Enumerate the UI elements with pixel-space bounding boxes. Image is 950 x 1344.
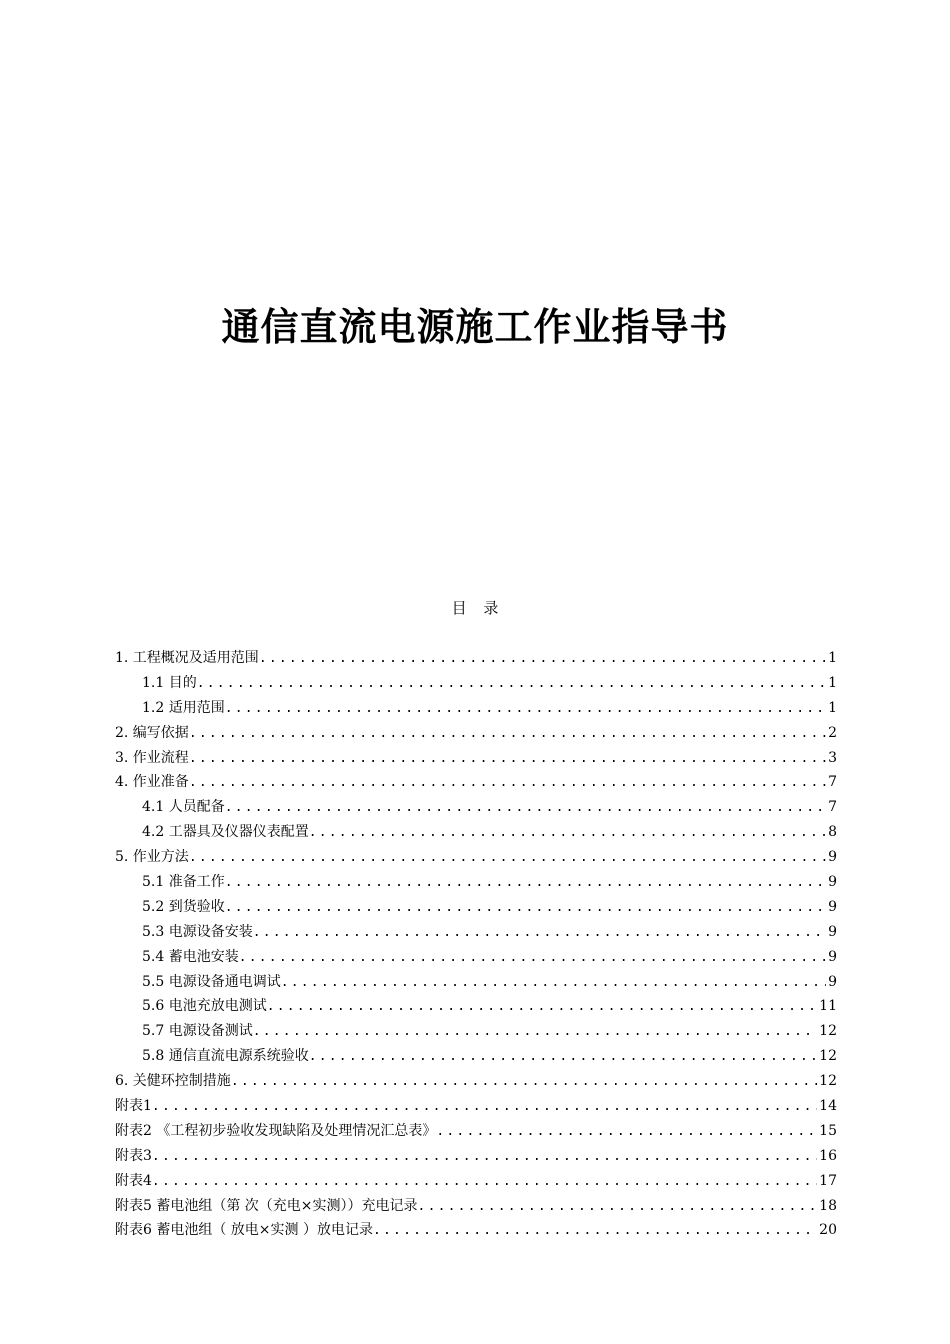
toc-dot-leader [418,1195,818,1220]
toc-entry-page-number: 1 [828,674,837,691]
toc-entry[interactable] [115,1069,837,1094]
toc-entry-label: 附表2 《工程初步验收发现缺陷及处理情况汇总表》 [115,1122,437,1139]
toc-dot-leader [225,871,826,896]
toc-entry-label: 附表5 蓄电池组（第 次（充电×实测））充电记录 [115,1197,418,1214]
toc-entry-page-number: 9 [828,874,837,891]
toc-entry-page-number: 1 [828,650,837,666]
toc-entry-label: 5.1 准备工作 [142,874,225,891]
toc-dot-leader [152,1095,817,1120]
toc-dot-leader [225,896,826,921]
toc-entry-page-number: 12 [819,1073,837,1090]
toc-dot-leader [197,672,826,697]
toc-entry[interactable] [115,746,837,771]
toc-entry[interactable] [115,646,837,671]
toc-entry[interactable] [115,920,837,945]
toc-entry-page-number: 9 [828,948,837,965]
toc-entry-label: 2. 编写依据 [115,724,189,741]
toc-entry-page-number: 16 [819,1147,837,1164]
toc-entry[interactable] [115,845,837,870]
toc-entry-label: 4. 作业准备 [115,774,189,791]
toc-entry[interactable] [115,820,837,845]
toc-entry-label: 1. 工程概况及适用范围 [115,650,259,666]
toc-entry-label: 5.8 通信直流电源系统验收 [142,1048,309,1065]
toc-entry[interactable] [115,1144,837,1169]
document-title: 通信直流电源施工作业指导书 [221,305,729,349]
toc-dot-leader [225,697,826,722]
toc-dot-leader [225,796,826,821]
toc-entry-label: 3. 作业流程 [115,749,189,766]
toc-heading: 目 录 [451,599,499,617]
toc-entry-page-number: 12 [819,1023,837,1040]
toc-entry-label: 附表3 [115,1147,152,1164]
toc-entry-label: 5.2 到货验收 [142,898,225,915]
toc-entry[interactable] [115,1094,837,1119]
toc-dot-leader [239,946,826,971]
toc-entry-page-number: 2 [828,724,837,741]
toc-entry[interactable] [115,721,837,746]
toc-entry-page-number: 18 [819,1197,837,1214]
toc-entry-page-number: 11 [819,998,837,1015]
toc-entry-label: 附表1 [115,1098,152,1115]
toc-dot-leader [259,647,826,672]
toc-dot-leader [189,846,826,871]
toc-dot-leader [152,1170,817,1195]
toc-entry-page-number: 17 [819,1172,837,1189]
toc-dot-leader [436,1120,817,1145]
toc-dot-leader [189,722,826,747]
toc-entry[interactable] [115,1169,837,1194]
toc-entry[interactable] [115,795,837,820]
toc-entry-page-number: 7 [828,774,837,791]
toc-entry[interactable] [115,870,837,895]
toc-entry[interactable] [115,671,837,696]
toc-dot-leader [253,1020,817,1045]
toc-entry-page-number: 1 [828,699,837,716]
toc-entry-page-number: 14 [819,1098,837,1115]
toc-dot-leader [281,971,826,996]
toc-entry-label: 5.7 电源设备测试 [142,1023,253,1040]
toc-entry[interactable] [115,945,837,970]
toc-entry-page-number: 8 [828,824,837,841]
toc-entry-page-number: 15 [819,1122,837,1139]
toc-entry-label: 4.2 工器具及仪器仪表配置 [142,824,309,841]
toc-entry[interactable] [115,1218,837,1243]
toc-entry-label: 5.4 蓄电池安装 [142,948,239,965]
toc-entry-label: 5. 作业方法 [115,849,189,866]
toc-entry[interactable] [115,1044,837,1069]
toc-dot-leader [152,1145,817,1170]
toc-entry-label: 附表6 蓄电池组（ 放电×实测 ）放电记录 [115,1222,373,1239]
toc-dot-leader [231,1070,817,1095]
toc-dot-leader [309,821,826,846]
toc-entry-label: 5.6 电池充放电测试 [142,998,267,1015]
toc-entry-page-number: 9 [828,973,837,990]
toc-entry-label: 5.3 电源设备安装 [142,923,253,940]
toc-dot-leader [309,1045,817,1070]
toc-entry-page-number: 9 [828,923,837,940]
toc-entry[interactable] [115,770,837,795]
toc-dot-leader [253,921,826,946]
table-of-contents [115,646,837,1243]
toc-dot-leader [189,771,826,796]
toc-entry-label: 附表4 [115,1172,152,1189]
toc-dot-leader [267,995,817,1020]
toc-dot-leader [373,1219,817,1244]
toc-entry-page-number: 3 [828,749,837,766]
toc-entry[interactable] [115,970,837,995]
toc-entry[interactable] [115,1119,837,1144]
toc-entry-page-number: 20 [819,1222,837,1239]
toc-entry[interactable] [115,994,837,1019]
toc-entry-page-number: 9 [828,849,837,866]
toc-entry-label: 1.1 目的 [142,674,197,691]
toc-entry[interactable] [115,895,837,920]
toc-entry[interactable] [115,1019,837,1044]
toc-entry-page-number: 9 [828,898,837,915]
toc-entry-label: 5.5 电源设备通电调试 [142,973,281,990]
toc-entry-label: 6. 关健环控制措施 [115,1073,231,1090]
toc-entry-label: 1.2 适用范围 [142,699,225,716]
toc-entry-page-number: 12 [819,1048,837,1065]
toc-entry-label: 4.1 人员配备 [142,799,225,816]
toc-entry-page-number: 7 [828,799,837,816]
toc-entry[interactable] [115,696,837,721]
toc-dot-leader [189,747,826,772]
toc-entry[interactable] [115,1194,837,1219]
